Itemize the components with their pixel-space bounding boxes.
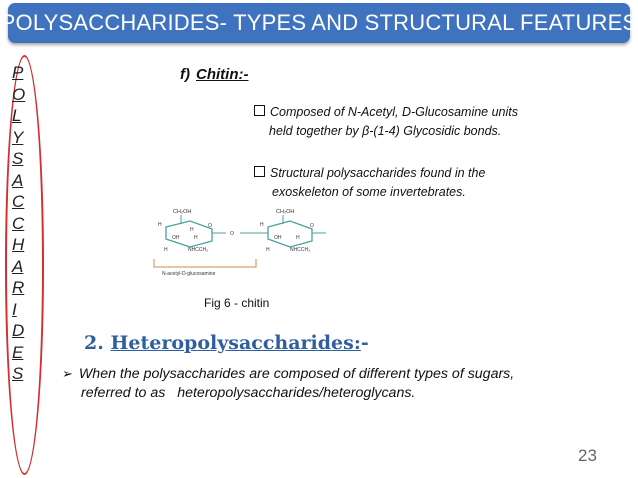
side-letter: H — [12, 235, 25, 254]
bracket-line — [154, 259, 256, 267]
o-label: O — [230, 231, 234, 237]
bracket-label: N-acetyl-D-glucosamine — [162, 271, 216, 277]
chitin-label: Chitin:- — [196, 66, 249, 83]
checkbox-bullet-icon — [254, 105, 265, 116]
bullet-item — [254, 164, 485, 202]
side-letter: C — [12, 192, 25, 211]
ch2oh-label: CH₂OH — [276, 209, 295, 215]
sugar-ring — [166, 221, 212, 247]
paragraph — [62, 364, 622, 403]
side-letter: R — [12, 278, 25, 297]
side-letter: A — [12, 170, 24, 190]
h-label: H — [194, 235, 198, 241]
bullet-line: Structural polysaccharides found in the — [270, 166, 486, 180]
oh-label: OH — [274, 235, 282, 241]
checkbox-bullet-icon — [254, 166, 265, 177]
chitin-marker: f) — [180, 66, 190, 83]
o-label: O — [208, 223, 212, 229]
h-label: H — [266, 247, 270, 253]
section-title: Heteropolysaccharides: — [110, 332, 361, 354]
page-number: 23 — [578, 446, 597, 465]
bullet-line: Composed of N-Acetyl, D-Glucosamine units — [270, 105, 519, 119]
title-bar — [0, 3, 638, 43]
nhcoch3-label: NHCCH₃ — [290, 247, 311, 253]
figure-caption: Fig 6 - chitin — [204, 296, 270, 310]
h-label: H — [296, 235, 300, 241]
arrow-bullet-icon: ➢ — [62, 366, 73, 381]
chitin-heading — [180, 66, 248, 83]
paragraph-line: referred to as heteropolysaccharides/heteroglycans. — [81, 385, 416, 401]
h-label: H — [164, 247, 168, 253]
side-letter: L — [12, 106, 22, 125]
sugar-ring — [268, 221, 312, 247]
side-letter: A — [12, 256, 24, 276]
side-letter: Y — [12, 127, 24, 147]
side-letters — [8, 62, 34, 385]
side-letter: D — [12, 321, 25, 340]
oh-label: OH — [172, 235, 180, 241]
side-letter: I — [12, 299, 17, 319]
side-letter: P — [12, 63, 24, 82]
bullet-line: exoskeleton of some invertebrates. — [272, 185, 466, 199]
side-letter: O — [12, 84, 26, 104]
nhcoch3-label: NHCCH₃ — [188, 247, 209, 253]
bullet-item — [254, 103, 518, 141]
h-label: H — [158, 222, 162, 228]
h-label: H — [190, 227, 194, 233]
paragraph-line: When the polysaccharides are composed of different types of sugars, — [78, 366, 515, 382]
side-letter: E — [12, 342, 24, 362]
bullet-line: held together by β-(1-4) Glycosidic bonds. — [269, 124, 502, 138]
section-number: 2. — [84, 332, 104, 354]
chitin-structure-diagram — [128, 203, 378, 283]
o-label: O — [310, 223, 314, 229]
slide-title: POLYSACCHARIDES- TYPES AND STRUCTURAL FEATURES — [0, 10, 638, 35]
h-label: H — [260, 222, 264, 228]
side-letter: C — [12, 213, 25, 233]
side-letter: S — [12, 149, 24, 168]
section-heading — [84, 332, 369, 354]
side-letter: S — [12, 364, 24, 383]
ch2oh-label: CH₂OH — [173, 209, 192, 215]
section-suffix: - — [360, 332, 369, 354]
